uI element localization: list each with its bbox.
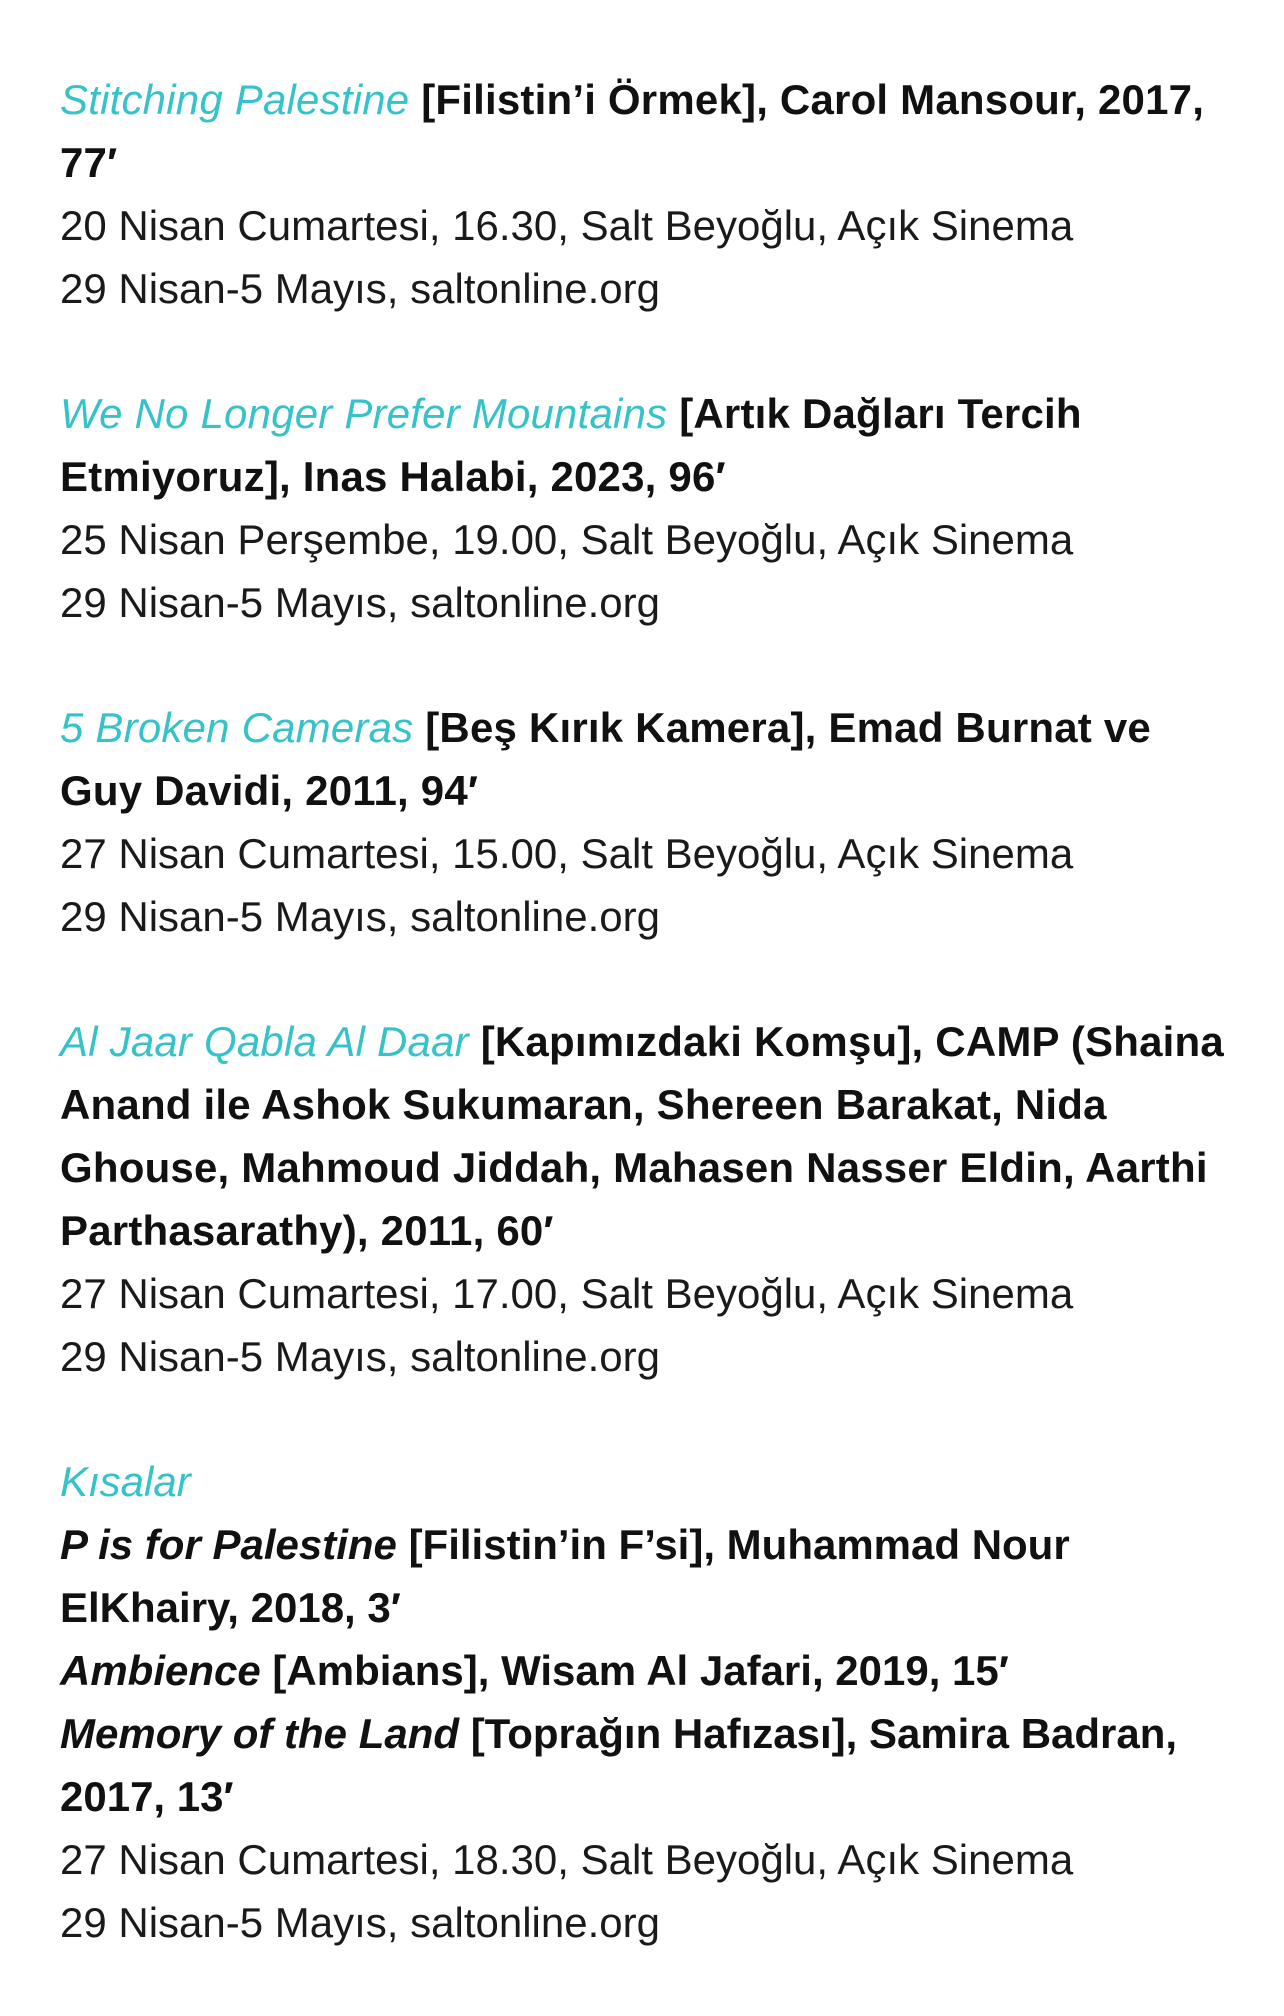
short-original-title: Ambience: [60, 1647, 261, 1694]
film-title-line: [60, 696, 1224, 822]
shorts-heading: Kısalar: [60, 1458, 191, 1505]
screening-info: 27 Nisan Cumartesi, 18.30, Salt Beyoğlu, Açık Sinema: [60, 1836, 1074, 1883]
film-original-title: 5 Broken Cameras: [60, 704, 414, 751]
short-film-item: [60, 1702, 1224, 1828]
screening-info: 27 Nisan Cumartesi, 15.00, Salt Beyoğlu, Açık Sinema: [60, 830, 1074, 877]
film-entry: [60, 68, 1224, 320]
film-title-line: [60, 1010, 1224, 1262]
film-title-line: [60, 68, 1224, 194]
online-info: 29 Nisan-5 Mayıs, saltonline.org: [60, 1899, 660, 1946]
short-film-item: [60, 1513, 1224, 1639]
film-entry: [60, 382, 1224, 634]
screening-info: 25 Nisan Perşembe, 19.00, Salt Beyoğlu, Açık Sinema: [60, 516, 1074, 563]
film-original-title: Al Jaar Qabla Al Daar: [60, 1018, 469, 1065]
short-details: [Toprağın Hafızası], Samira Badran, 2017, 13′: [60, 1710, 1178, 1820]
film-original-title: We No Longer Prefer Mountains: [60, 390, 668, 437]
film-original-title: Stitching Palestine: [60, 76, 410, 123]
film-details: [Beş Kırık Kamera], Emad Burnat ve Guy Davidi, 2011, 94′: [60, 704, 1151, 814]
screening-info: 27 Nisan Cumartesi, 17.00, Salt Beyoğlu, Açık Sinema: [60, 1270, 1074, 1317]
short-film-item: [60, 1639, 1224, 1702]
online-info: 29 Nisan-5 Mayıs, saltonline.org: [60, 1333, 660, 1380]
screening-info: 20 Nisan Cumartesi, 16.30, Salt Beyoğlu, Açık Sinema: [60, 202, 1074, 249]
film-entry: [60, 1010, 1224, 1388]
online-info: 29 Nisan-5 Mayıs, saltonline.org: [60, 265, 660, 312]
short-details: [Ambians], Wisam Al Jafari, 2019, 15′: [260, 1647, 1009, 1694]
film-details: [Filistin’i Örmek], Carol Mansour, 2017, 77′: [60, 76, 1205, 186]
film-entry: [60, 696, 1224, 948]
film-details: [Artık Dağları Tercih Etmiyoruz], Inas Halabi, 2023, 96′: [60, 390, 1082, 500]
film-title-line: [60, 382, 1224, 508]
short-original-title: P is for Palestine: [60, 1521, 397, 1568]
shorts-entry: [60, 1450, 1224, 1954]
online-info: 29 Nisan-5 Mayıs, saltonline.org: [60, 579, 660, 626]
film-details: [Kapımızdaki Komşu], CAMP (Shaina Anand ile Ashok Sukumaran, Shereen Barakat, Nida Ghouse, Mahmoud Jiddah, Mahasen Nasser Eldin, Aarthi Parthasarathy), 2011, 60′: [60, 1018, 1224, 1254]
short-original-title: Memory of the Land: [60, 1710, 460, 1757]
short-details: [Filistin’in F’si], Muhammad Nour ElKhairy, 2018, 3′: [60, 1521, 1070, 1631]
online-info: 29 Nisan-5 Mayıs, saltonline.org: [60, 893, 660, 940]
